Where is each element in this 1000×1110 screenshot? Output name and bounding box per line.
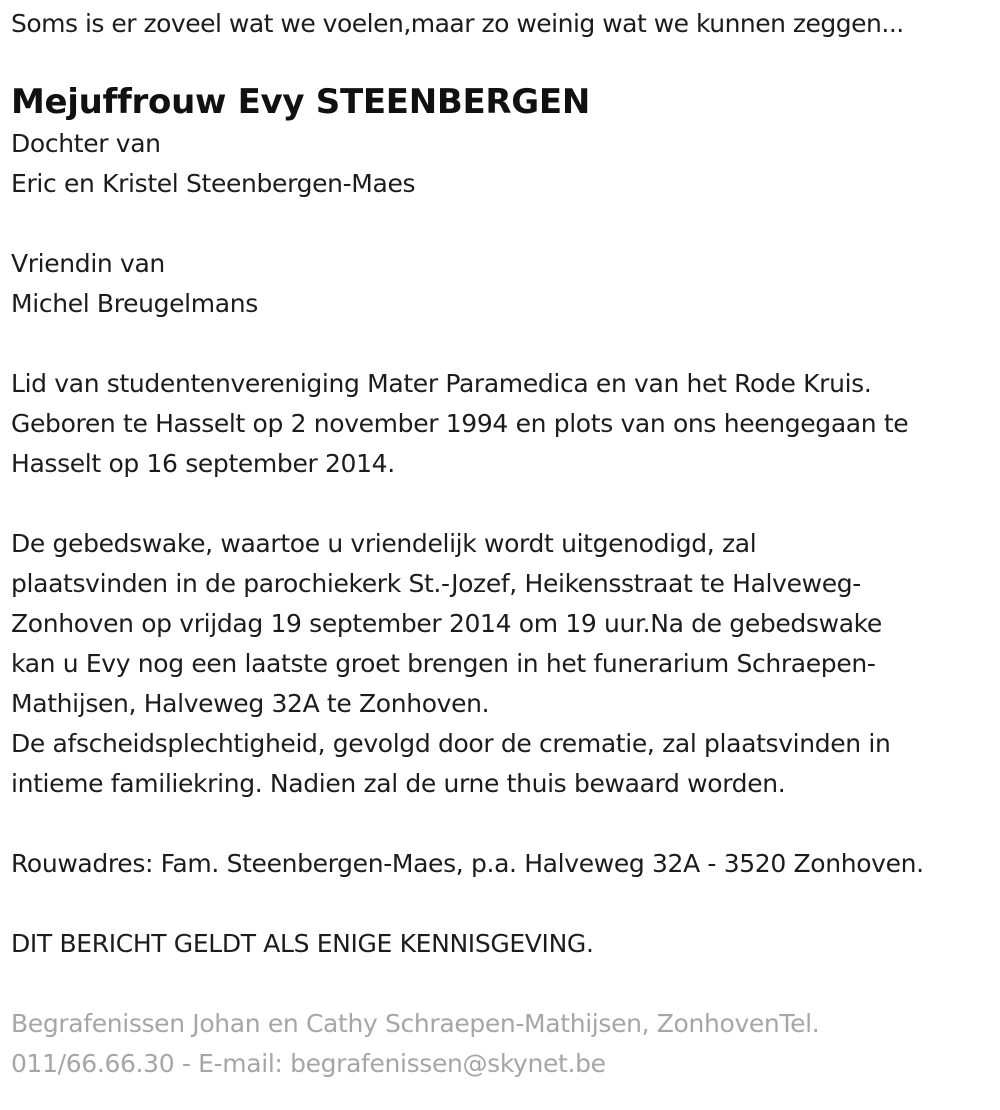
spacer (11, 964, 996, 1004)
ceremony-line: intieme familiekring. Nadien zal de urne thuis bewaard worden. (11, 769, 786, 798)
spacer (11, 804, 996, 844)
daughter-label: Dochter van (11, 129, 161, 158)
ceremony-line: Zonhoven op vrijdag 19 september 2014 om 19 uur.Na de gebedswake (11, 609, 882, 638)
bio-line: Geboren te Hasselt op 2 november 1994 en plots van ons heengegaan te (11, 409, 909, 438)
bio-line: Lid van studentenvereniging Mater Paramedica en van het Rode Kruis. (11, 369, 872, 398)
bio-line: Hasselt op 16 september 2014. (11, 449, 395, 478)
spacer (11, 484, 996, 524)
funeral-home-info: Begrafenissen Johan en Cathy Schraepen-Mathijsen, ZonhovenTel. (11, 1009, 820, 1038)
ceremony-line: plaatsvinden in de parochiekerk St.-Jozef, Heikensstraat te Halveweg- (11, 569, 861, 598)
ceremony-line: De afscheidsplechtigheid, gevolgd door de crematie, zal plaatsvinden in (11, 729, 891, 758)
ceremony-line: kan u Evy nog een laatste groet brengen in het funerarium Schraepen- (11, 649, 876, 678)
ceremony-line: Mathijsen, Halveweg 32A te Zonhoven. (11, 689, 490, 718)
funeral-home-contact: 011/66.66.30 - E-mail: begrafenissen@skynet.be (11, 1049, 606, 1078)
parents-names: Eric en Kristel Steenbergen-Maes (11, 169, 416, 198)
partner-name: Michel Breugelmans (11, 289, 258, 318)
obituary-notice (11, 4, 996, 1084)
deceased-name: Mejuffrouw Evy STEENBERGEN (11, 82, 590, 122)
girlfriend-label: Vriendin van (11, 249, 165, 278)
spacer (11, 884, 996, 924)
mourning-address: Rouwadres: Fam. Steenbergen-Maes, p.a. Halveweg 32A - 3520 Zonhoven. (11, 849, 924, 878)
spacer (11, 324, 996, 364)
spacer (11, 204, 996, 244)
ceremony-line: De gebedswake, waartoe u vriendelijk wordt uitgenodigd, zal (11, 529, 757, 558)
notice-statement: DIT BERICHT GELDT ALS ENIGE KENNISGEVING. (11, 929, 594, 958)
motto: Soms is er zoveel wat we voelen,maar zo weinig wat we kunnen zeggen... (11, 9, 904, 38)
